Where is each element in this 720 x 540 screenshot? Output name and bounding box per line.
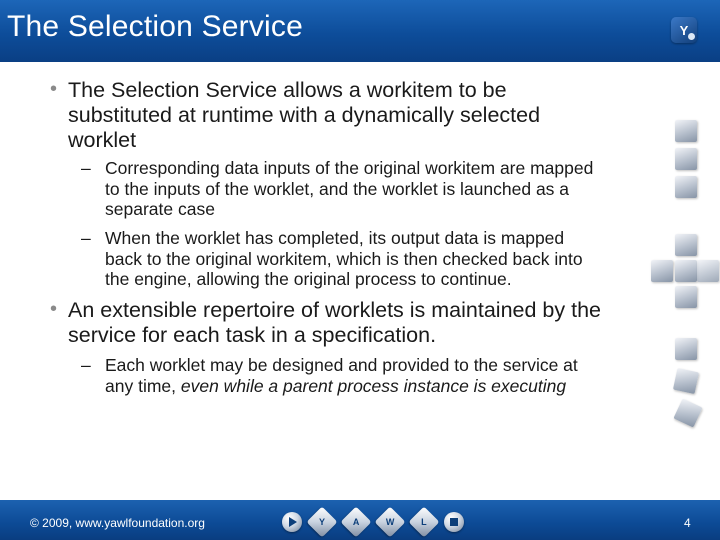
sub-bullet-mark: – <box>81 355 91 375</box>
bullet-mark: • <box>50 298 58 320</box>
page-number: 4 <box>684 516 691 530</box>
sub-bullet-2-1-italic: even while a parent process instance is executing <box>180 375 567 396</box>
nav-y-button[interactable] <box>306 506 337 537</box>
slide-navigation <box>282 509 464 537</box>
decor-square-icon <box>675 148 697 170</box>
nav-w-button[interactable] <box>374 506 405 537</box>
bullet-1 <box>50 78 541 153</box>
nav-letter: A <box>352 517 360 527</box>
decor-square-icon <box>675 234 697 256</box>
bullet-1-line-1: The Selection Service allows a workitem to be <box>68 78 507 102</box>
sub-bullet-2-1-line-1: Each worklet may be designed and provided to the service at <box>105 355 578 375</box>
decor-square-icon <box>675 260 697 282</box>
stop-button[interactable] <box>444 512 464 532</box>
nav-letter: L <box>421 517 427 527</box>
sub-bullet-1-2 <box>81 228 583 290</box>
slide-title: The Selection Service <box>7 10 304 43</box>
sub-bullet-1-2-line-2: back to the original workitem, which is then checked back into <box>105 248 583 269</box>
sub-bullet-2-1 <box>81 355 578 396</box>
sub-bullet-mark: – <box>81 228 91 248</box>
play-icon <box>289 517 297 527</box>
bullet-mark: • <box>50 78 58 100</box>
decor-square-icon <box>697 260 719 282</box>
decor-square-icon <box>675 120 697 142</box>
bullet-2-line-2: service for each task in a specification. <box>68 323 437 347</box>
sub-bullet-1-1-line-1: Corresponding data inputs of the original workitem are mapped <box>105 158 594 178</box>
sub-bullet-1-2-line-1: When the worklet has completed, its output data is mapped <box>105 228 565 248</box>
sub-bullet-1-1-line-2: to the inputs of the worklet, and the worklet is launched as a <box>105 178 570 199</box>
decor-square-icon <box>675 286 697 308</box>
footer-copyright: © 2009, www.yawlfoundation.org <box>30 516 205 530</box>
sub-bullet-2-1-plain: any time, <box>105 375 181 396</box>
bullet-1-line-3: worklet <box>68 128 137 152</box>
decor-square-icon <box>675 176 697 198</box>
nav-letter: Y <box>318 516 326 527</box>
logo-letter: Y <box>679 22 689 38</box>
decorative-squares <box>665 110 720 440</box>
bullet-1-line-2: substituted at runtime with a dynamically selected <box>68 103 541 127</box>
sub-bullet-2-1-line-2 <box>105 376 578 397</box>
decor-square-icon <box>675 338 697 360</box>
decor-square-icon <box>673 398 702 427</box>
nav-a-button[interactable] <box>340 506 371 537</box>
stop-icon <box>450 518 458 526</box>
sub-bullet-1-1 <box>81 158 594 220</box>
play-button[interactable] <box>282 512 302 532</box>
decor-square-icon <box>673 368 699 394</box>
decor-square-icon <box>651 260 673 282</box>
sub-bullet-mark: – <box>81 158 91 178</box>
sub-bullet-1-1-line-3: separate case <box>105 199 215 219</box>
nav-l-button[interactable] <box>408 506 439 537</box>
bullet-2 <box>50 298 601 348</box>
sub-bullet-1-2-line-3: the engine, allowing the original process to continue. <box>105 269 512 289</box>
nav-letter: W <box>385 517 395 527</box>
bullet-2-line-1: An extensible repertoire of worklets is maintained by the <box>68 298 601 322</box>
